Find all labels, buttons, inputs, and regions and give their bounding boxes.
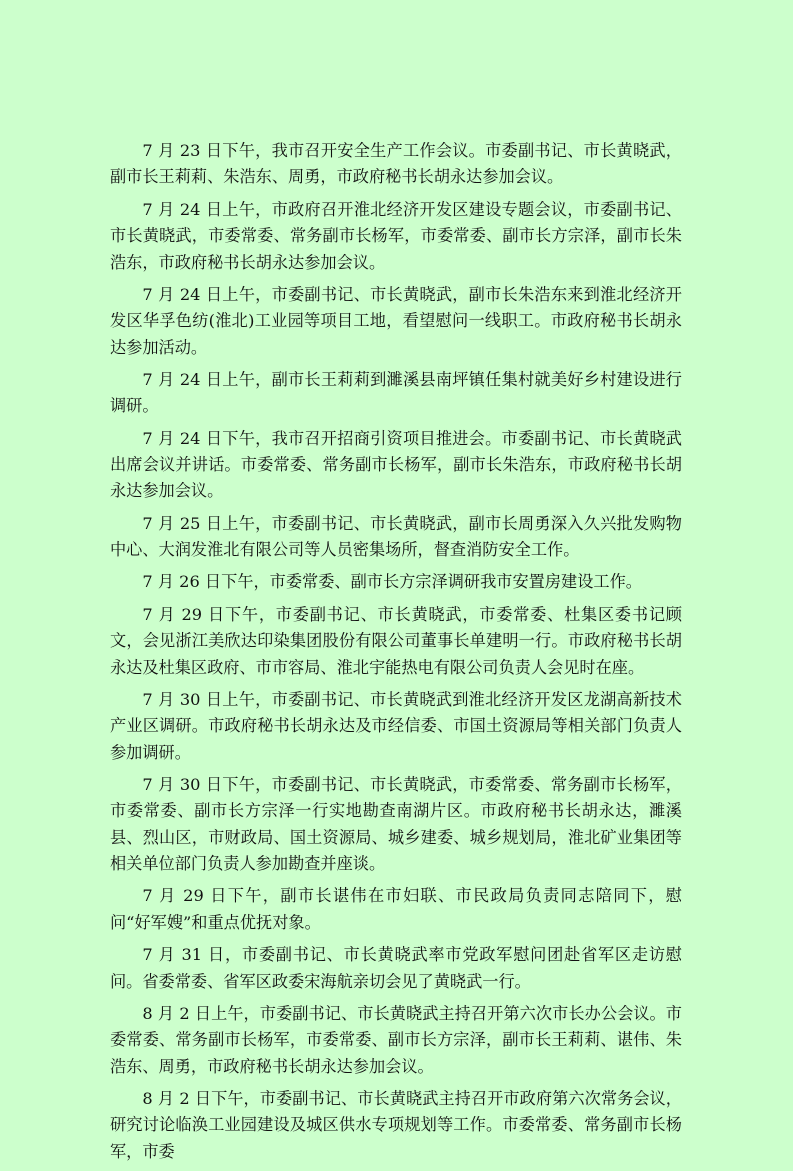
paragraph-5: 7 月 24 日下午，我市召开招商引资项目推进会。市委副书记、市长黄晓武出席会议并讲话。市委常委、常务副市长杨军，副市长朱浩东，市政府秘书长胡永达参加会议。	[110, 428, 682, 501]
paragraph-3: 7 月 24 日上午，市委副书记、市长黄晓武，副市长朱浩东来到淮北经济开发区华孚色纺(淮北)工业园等项目工地，看望慰问一线职工。市政府秘书长胡永达参加活动。	[110, 284, 682, 357]
paragraph-2: 7 月 24 日上午，市政府召开淮北经济开发区建设专题会议，市委副书记、市长黄晓武，市委常委、常务副市长杨军，市委常委、副市长方宗泽，副市长朱浩东，市政府秘书长胡永达参加会议。	[110, 199, 682, 272]
paragraph-6: 7 月 25 日上午，市委副书记、市长黄晓武，副市长周勇深入久兴批发购物中心、大润发淮北有限公司等人员密集场所，督查消防安全工作。	[110, 513, 682, 560]
paragraph-12: 7 月 31 日，市委副书记、市长黄晓武率市党政军慰问团赴省军区走访慰问。省委常委、省军区政委宋海航亲切会见了黄晓武一行。	[110, 945, 682, 991]
paragraph-7: 7 月 26 日下午，市委常委、副市长方宗泽调研我市安置房建设工作。	[142, 572, 642, 592]
paragraph-8: 7 月 29 日下午，市委副书记、市长黄晓武，市委常委、杜集区委书记顾文，会见浙江美欣达印染集团股份有限公司董事长单建明一行。市政府秘书长胡永达及杜集区政府、市市容局、淮北宇能热电有限公司负责人会见时在座。	[110, 604, 682, 677]
paragraph-4: 7 月 24 日上午，副市长王莉莉到濉溪县南坪镇任集村就美好乡村建设进行调研。	[110, 369, 682, 416]
document-body	[110, 138, 682, 1171]
paragraph-1: 7 月 23 日下午，我市召开安全生产工作会议。市委副书记、市长黄晓武，副市长王莉莉、朱浩东、周勇，市政府秘书长胡永达参加会议。	[110, 141, 682, 187]
paragraph-10: 7 月 30 日下午，市委副书记、市长黄晓武，市委常委、常务副市长杨军，市委常委、副市长方宗泽一行实地勘查南湖片区。市政府秘书长胡永达，濉溪县、烈山区，市财政局、国土资源局、城乡建委、城乡规划局，淮北矿业集团等相关单位部门负责人参加勘查并座谈。	[110, 774, 682, 874]
paragraph-14: 8 月 2 日下午，市委副书记、市长黄晓武主持召开市政府第六次常务会议，研究讨论临涣工业园建设及城区供水专项规划等工作。市委常委、常务副市长杨军，市委	[110, 1088, 682, 1161]
paragraph-13: 8 月 2 日上午，市委副书记、市长黄晓武主持召开第六次市长办公会议。市委常委、常务副市长杨军，市委常委、副市长方宗泽，副市长王莉莉、谌伟、朱浩东、周勇，市政府秘书长胡永达参加会议。	[110, 1003, 682, 1076]
paragraph-9: 7 月 30 日上午，市委副书记、市长黄晓武到淮北经济开发区龙湖高新技术产业区调研。市政府秘书长胡永达及市经信委、市国土资源局等相关部门负责人参加调研。	[110, 689, 682, 762]
paragraph-11: 7 月 29 日下午，副市长谌伟在市妇联、市民政局负责同志陪同下，慰问“好军嫂”和重点优抚对象。	[110, 886, 682, 932]
